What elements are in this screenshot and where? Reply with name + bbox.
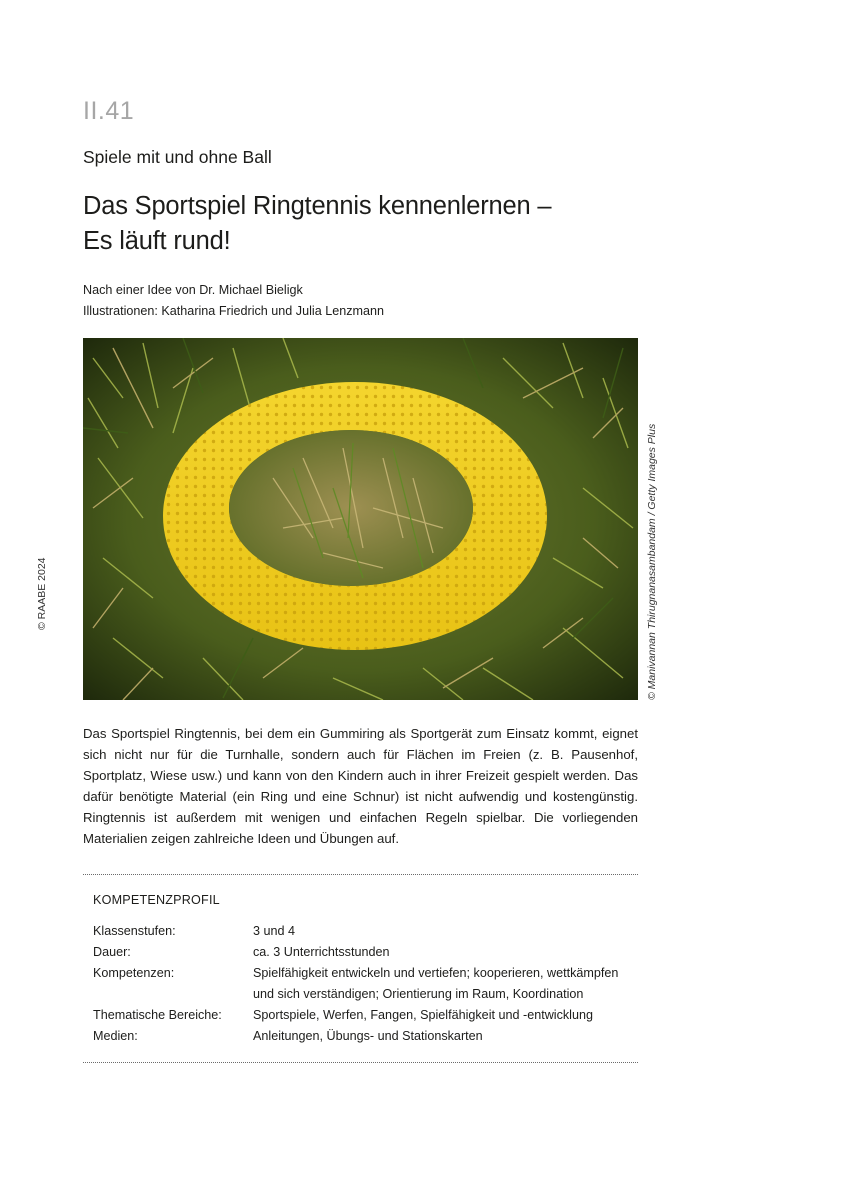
title-line-1: Das Sportspiel Ringtennis kennenlernen – [83, 192, 552, 220]
profile-value: Anleitungen, Übungs- und Stationskarten [253, 1029, 483, 1043]
title-line-2: Es läuft rund! [83, 227, 231, 255]
side-copyright: © RAABE 2024 [36, 557, 48, 630]
profile-label: Thematische Bereiche: [93, 1008, 222, 1022]
profile-label: Kompetenzen: [93, 966, 175, 980]
series-title: Spiele mit und ohne Ball [83, 147, 272, 167]
profile-row-media [93, 1026, 638, 1047]
page-title [83, 189, 551, 259]
profile-row-grade [93, 921, 638, 942]
profile-value: Spielfähigkeit entwickeln und vertiefen; kooperieren, wettkämpfen und sich verständigen; Orientierung im Raum, Koordination [253, 966, 619, 1001]
profile-heading: KOMPETENZPROFIL [93, 893, 220, 907]
profile-row-duration [93, 942, 638, 963]
divider-top [83, 874, 638, 875]
divider-bottom [83, 1062, 638, 1063]
intro-paragraph: Das Sportspiel Ringtennis, bei dem ein Gummiring als Sportgerät zum Einsatz kommt, eignet sich nicht nur für die Turnhalle, sondern auch für Flächen im Freien (z. B. Pausenhof, Sportplatz, Wiese usw.) und kann von den Kindern auch in ihrer Freizeit gespielt werden. Das dafür benötigte Material (ein Ring und eine Schnur) ist nicht aufwendig und kostengünstig. Ringtennis ist außerdem mit wenigen und einfachen Regeln spielbar. Die vorliegenden Materialien zeigen zahlreiche Ideen und Übungen auf. [83, 726, 638, 846]
profile-label: Medien: [93, 1029, 138, 1043]
competence-profile [93, 893, 638, 1047]
profile-row-topics [93, 1005, 638, 1026]
ring-photo-graphic [83, 338, 638, 700]
profile-label: Dauer: [93, 945, 131, 959]
ring-photo [83, 338, 638, 700]
idea-credit: Nach einer Idee von Dr. Michael Bieligk [83, 283, 303, 297]
ring-center-grass [229, 430, 473, 586]
profile-value: 3 und 4 [253, 924, 296, 938]
illustration-credit: Illustrationen: Katharina Friedrich und Julia Lenzmann [83, 304, 385, 318]
profile-value: Sportspiele, Werfen, Fangen, Spielfähigkeit und -entwicklung [253, 1008, 593, 1022]
chapter-number: II.41 [83, 97, 135, 125]
photo-credit: © Manivannan Thirugnanasambandam / Getty Images Plus [646, 423, 658, 700]
profile-value: ca. 3 Unterrichtsstunden [253, 945, 390, 959]
credits [83, 280, 384, 322]
profile-label: Klassenstufen: [93, 924, 176, 938]
profile-row-competencies [93, 963, 638, 1005]
